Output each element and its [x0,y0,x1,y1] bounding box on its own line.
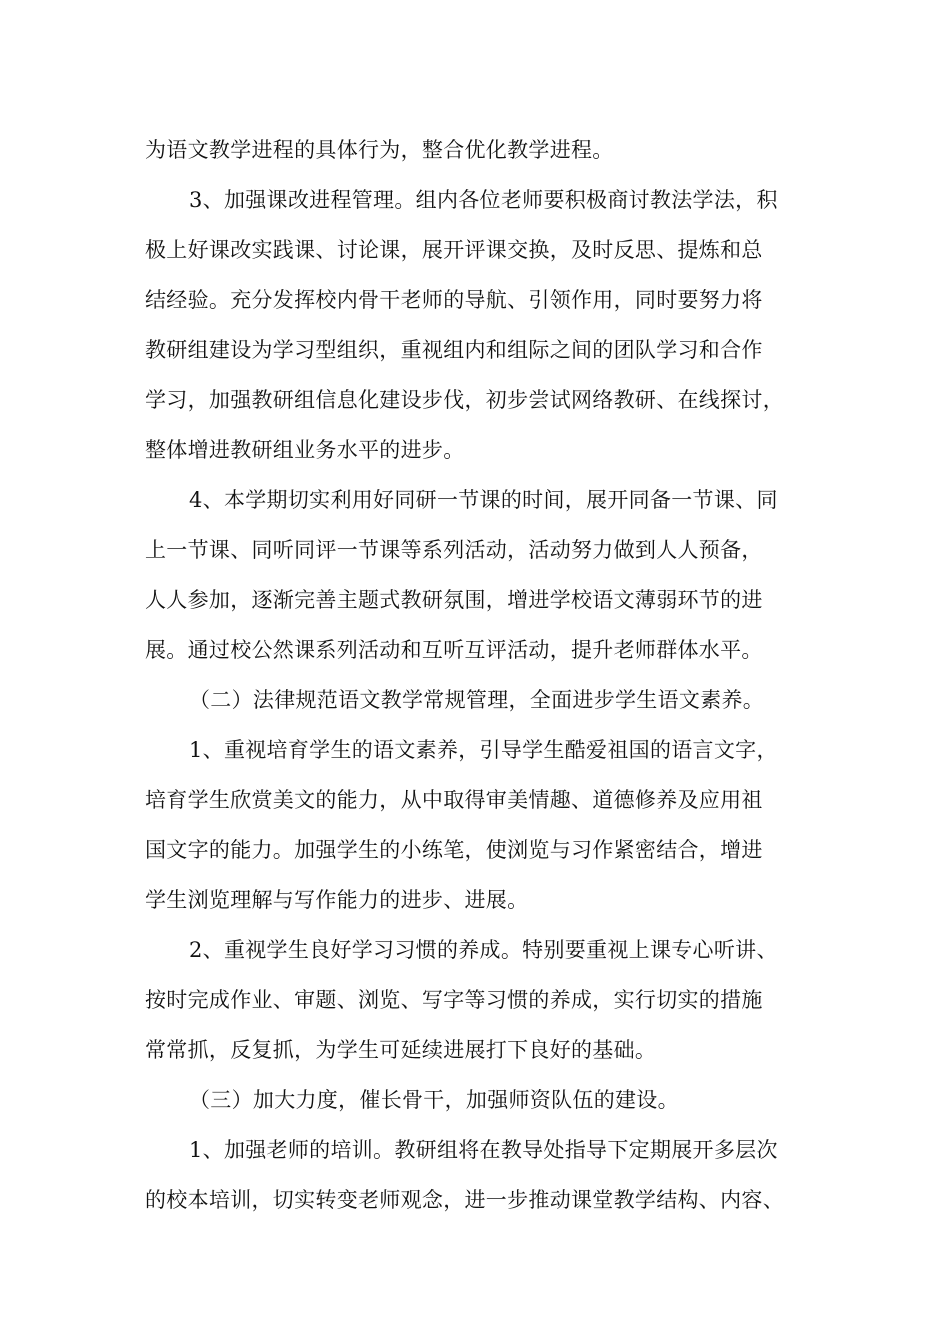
text-line: 国文字的能力。加强学生的小练笔，使浏览与习作紧密结合，增进 [145,838,763,862]
section-heading: （三）加大力度，催长骨干，加强师资队伍的建设。 [189,1088,679,1112]
text-line: 的校本培训，切实转变老师观念，进一步推动课堂教学结构、内容、 [145,1188,784,1212]
text-line: 结经验。充分发挥校内骨干老师的导航、引领作用，同时要努力将 [145,288,763,312]
text-line: 按时完成作业、审题、浏览、写字等习惯的养成，实行切实的措施 [145,988,763,1012]
text-line: 学生浏览理解与写作能力的进步、进展。 [145,888,529,912]
text-line: 4、本学期切实利用好同研一节课的时间，展开同备一节课、同 [189,488,778,512]
text-line: 常常抓，反复抓，为学生可延续进展打下良好的基础。 [145,1038,657,1062]
text-line: 培育学生欣赏美文的能力，从中取得审美情趣、道德修养及应用祖 [145,788,763,812]
text-line: 展。通过校公然课系列活动和互听互评活动，提升老师群体水平。 [145,638,763,662]
text-line: 为语文教学进程的具体行为，整合优化教学进程。 [145,138,614,162]
text-line: 2、重视学生良好学习习惯的养成。特别要重视上课专心听讲、 [189,938,778,962]
text-line: 教研组建设为学习型组织，重视组内和组际之间的团队学习和合作 [145,338,763,362]
text-line: 1、加强老师的培训。教研组将在教导处指导下定期展开多层次 [189,1138,778,1162]
text-line: 3、加强课改进程管理。组内各位老师要积极商讨教法学法，积 [189,188,778,212]
text-line: 1、重视培育学生的语文素养，引导学生酷爱祖国的语言文字， [189,738,778,762]
text-line: 人人参加，逐渐完善主题式教研氛围，增进学校语文薄弱环节的进 [145,588,763,612]
text-line: 整体增进教研组业务水平的进步。 [145,438,465,462]
text-line: 学习，加强教研组信息化建设步伐，初步尝试网络教研、在线探讨， [145,388,784,412]
text-line: 上一节课、同听同评一节课等系列活动，活动努力做到人人预备， [145,538,763,562]
section-heading: （二）法律规范语文教学常规管理，全面进步学生语文素养。 [189,688,765,712]
text-line: 极上好课改实践课、讨论课，展开评课交换，及时反思、提炼和总 [145,238,763,262]
